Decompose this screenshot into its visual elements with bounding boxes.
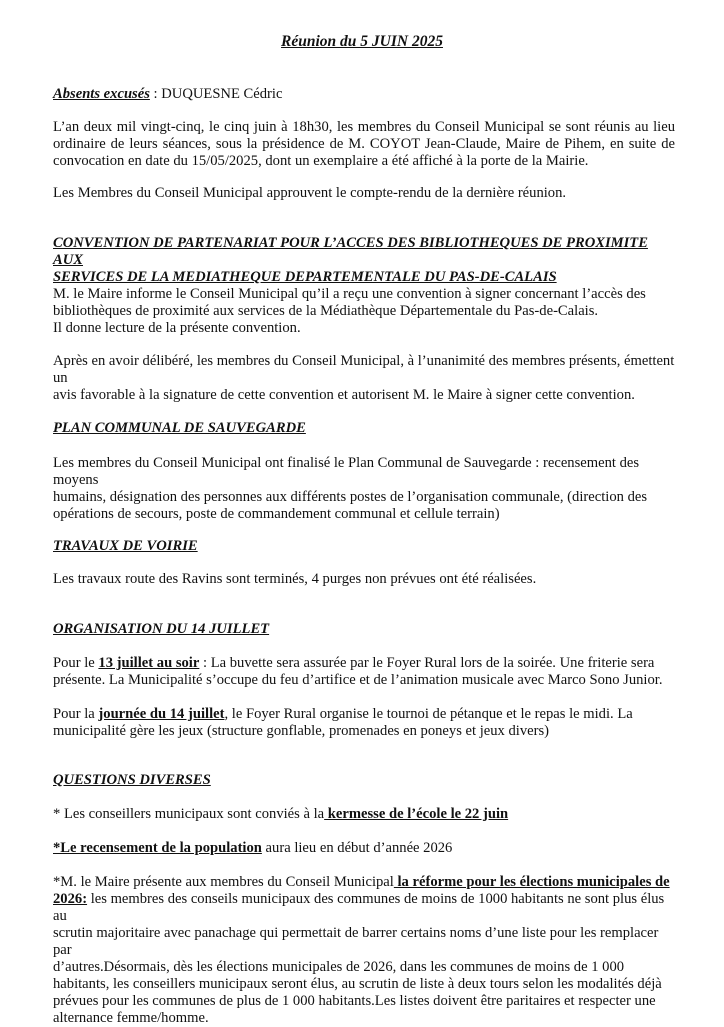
absents-line bbox=[53, 86, 675, 103]
text-run: aura lieu en début d’année 2026 bbox=[261, 840, 453, 856]
paragraph-line: d’autres.Désormais, dès les élections municipales de 2026, dans les communes de moins de 1 000 bbox=[53, 959, 625, 975]
intro-paragraph bbox=[53, 119, 675, 170]
emphasis-2026: 2026: bbox=[53, 891, 88, 907]
paragraph-line: Il donne lecture de la présente convention. bbox=[53, 320, 301, 336]
juillet-paragraph-1 bbox=[53, 655, 675, 689]
emphasis-recensement: *Le recensement de la population bbox=[53, 840, 262, 856]
plan-paragraph bbox=[53, 455, 675, 523]
text-run: les membres des conseils municipaux des communes de moins de 1000 habitants ne sont plus élus au bbox=[53, 891, 665, 924]
paragraph-line: M. le Maire informe le Conseil Municipal qu’il a reçu une convention à signer concernant l’accès des bbox=[53, 286, 646, 302]
text-run: : La buvette sera assurée par le Foyer Rural lors de la soirée. Une friterie sera bbox=[199, 655, 655, 671]
paragraph-line: Après en avoir délibéré, les membres du Conseil Municipal, à l’unanimité des membres présents, émettent un bbox=[53, 353, 675, 386]
question-item-reforme bbox=[53, 874, 675, 1027]
text-run: * Les conseillers municipaux sont conviés à la bbox=[53, 806, 325, 822]
absents-separator: : bbox=[149, 86, 162, 102]
text-run: *M. le Maire présente aux membres du Conseil Municipal bbox=[53, 874, 394, 890]
intro-line: L’an deux mil vingt-cinq, le cinq juin à 18h30, les membres du Conseil Municipal se sont réunis au lieu bbox=[53, 119, 675, 135]
emphasis-14-juillet: journée du 14 juillet bbox=[98, 706, 225, 722]
heading-line: CONVENTION DE PARTENARIAT POUR L’ACCES DES BIBLIOTHEQUES DE PROXIMITE AUX bbox=[53, 235, 648, 268]
paragraph-line: habitants, les conseillers municipaux seront élus, au scrutin de liste à deux tours selon les modalités déjà bbox=[53, 976, 662, 992]
section-heading-plan: PLAN COMMUNAL DE SAUVEGARDE bbox=[53, 420, 306, 436]
paragraph-line: prévues pour les communes de plus de 1 000 habitants.Les listes doivent être paritaires et respecter une bbox=[53, 993, 656, 1009]
text-run: Pour le bbox=[53, 655, 99, 671]
convention-paragraph-1 bbox=[53, 286, 675, 337]
question-item-kermesse bbox=[53, 806, 675, 823]
paragraph-line bbox=[53, 874, 675, 891]
paragraph-line: présente. La Municipalité s’occupe du feu d’artifice et de l’animation musicale avec Marco Sono Junior. bbox=[53, 672, 663, 688]
text-run: , le Foyer Rural organise le tournoi de pétanque et le repas le midi. La bbox=[224, 706, 633, 722]
approval-paragraph: Les Membres du Conseil Municipal approuvent le compte-rendu de la dernière réunion. bbox=[53, 185, 567, 201]
paragraph-line bbox=[53, 655, 675, 672]
paragraph-line: alternance femme/homme. bbox=[53, 1010, 209, 1026]
section-heading-juillet: ORGANISATION DU 14 JUILLET bbox=[53, 621, 270, 637]
question-item-recensement bbox=[53, 840, 675, 857]
intro-line: ordinaire de leurs séances, sous la présidence de M. COYOT Jean-Claude, Maire de Pihem, en suite de bbox=[53, 136, 675, 152]
emphasis-reforme: la réforme pour les élections municipales de bbox=[393, 874, 670, 890]
juillet-paragraph-2 bbox=[53, 706, 675, 740]
page-title: Réunion du 5 JUIN 2025 bbox=[281, 33, 443, 50]
intro-line: convocation en date du 15/05/2025, dont un exemplaire a été affiché à la porte de la Mairie. bbox=[53, 153, 589, 169]
travaux-paragraph: Les travaux route des Ravins sont terminés, 4 purges non prévues ont été réalisées. bbox=[53, 571, 537, 587]
paragraph-line: bibliothèques de proximité aux services de la Médiathèque Départementale du Pas-de-Calais. bbox=[53, 303, 599, 319]
absents-names: DUQUESNE Cédric bbox=[161, 86, 283, 102]
section-heading-travaux: TRAVAUX DE VOIRIE bbox=[53, 538, 198, 554]
heading-line: SERVICES DE LA MEDIATHEQUE DEPARTEMENTALE DU PAS-DE-CALAIS bbox=[53, 269, 557, 285]
emphasis-13-juillet: 13 juillet au soir bbox=[98, 655, 200, 671]
emphasis-kermesse: kermesse de l’école le 22 juin bbox=[324, 806, 509, 822]
paragraph-line: Les membres du Conseil Municipal ont finalisé le Plan Communal de Sauvegarde : recensement des moyens bbox=[53, 455, 640, 488]
paragraph-line: scrutin majoritaire avec panachage qui permettait de barrer certains noms d’une liste pour les remplacer par bbox=[53, 925, 659, 958]
absents-label: Absents excusés bbox=[53, 86, 150, 102]
convention-paragraph-2 bbox=[53, 353, 675, 404]
paragraph-line: opérations de secours, poste de commandement communal et cellule terrain) bbox=[53, 506, 500, 522]
section-heading-convention bbox=[53, 235, 675, 286]
paragraph-line: municipalité gère les jeux (structure gonflable, promenades en poneys et jeux divers) bbox=[53, 723, 550, 739]
paragraph-line bbox=[53, 891, 675, 925]
paragraph-line bbox=[53, 706, 675, 723]
text-run: Pour la bbox=[53, 706, 99, 722]
paragraph-line: humains, désignation des personnes aux différents postes de l’organisation communale, (direction des bbox=[53, 489, 648, 505]
paragraph-line: avis favorable à la signature de cette convention et autorisent M. le Maire à signer cette convention. bbox=[53, 387, 635, 403]
section-heading-questions: QUESTIONS DIVERSES bbox=[53, 772, 211, 788]
